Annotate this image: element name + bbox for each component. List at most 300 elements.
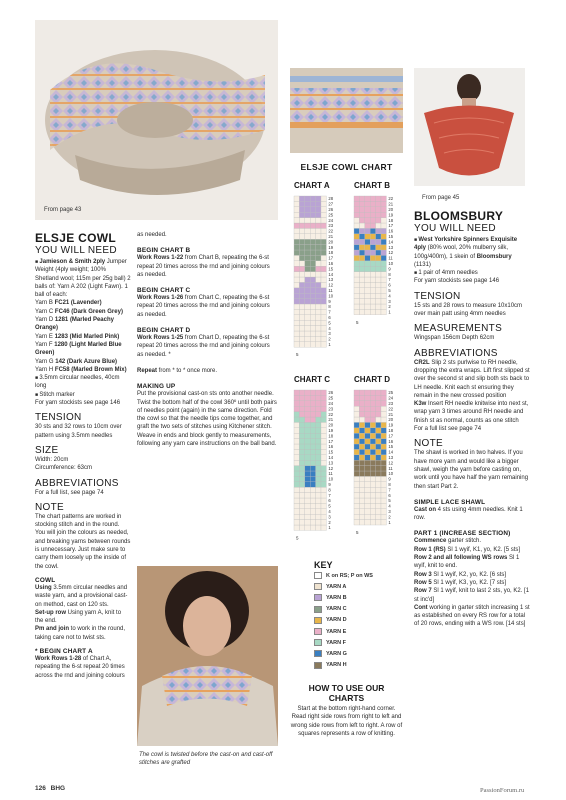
chart-cell — [299, 196, 304, 201]
chart-cell — [376, 509, 381, 514]
chart-cell — [316, 320, 321, 325]
chart-cell — [359, 207, 364, 212]
chart-cell — [376, 250, 381, 255]
chart-cell — [365, 433, 370, 438]
chart-cell — [305, 218, 310, 223]
chart-cell — [294, 525, 299, 530]
chart-cell — [305, 482, 310, 487]
chart-cell — [365, 460, 370, 465]
chart-cell — [370, 482, 375, 487]
chart-cell — [321, 412, 326, 417]
chart-cell — [321, 503, 326, 508]
chart-cell — [381, 444, 386, 449]
chart-cell — [321, 390, 326, 395]
chart-cell — [321, 401, 326, 406]
chart-cell — [365, 228, 370, 233]
chart-cell — [365, 406, 370, 411]
chart-cell — [370, 406, 375, 411]
bloomsbury-note-text: The shawl is worked in two halves. If you have more yarn and would like a bigger shawl, weigh the yarn before casting on, work until you have half the yarn remaining then start Part 2. — [414, 450, 529, 490]
chart-cell — [321, 487, 326, 492]
chart-cell — [376, 482, 381, 487]
chart-cell — [321, 293, 326, 298]
chart-cell — [305, 196, 310, 201]
chart-cell — [299, 272, 304, 277]
chart-cell — [381, 428, 386, 433]
repeat-number: 5 — [356, 319, 359, 325]
chart-cell — [354, 255, 359, 260]
chart-cell — [310, 433, 315, 438]
chart-cell — [365, 487, 370, 492]
chart-cell — [294, 336, 299, 341]
chart-cell — [370, 401, 375, 406]
chart-cell — [376, 417, 381, 422]
chart-cell — [305, 455, 310, 460]
row-number: 20 — [388, 207, 394, 212]
chart-cell — [305, 288, 310, 293]
chart-cell — [310, 390, 315, 395]
chart-key — [314, 560, 404, 671]
chart-cell — [294, 282, 299, 287]
repeat-number: 5 — [296, 535, 299, 541]
chart-cell — [354, 422, 359, 427]
chart-cell — [321, 406, 326, 411]
row-number: 16 — [388, 228, 394, 234]
chart-cell — [310, 476, 315, 481]
chart-cell — [354, 218, 359, 223]
chart-cell — [316, 293, 321, 298]
cowl-step-2: Set-up row Using yarn A, knit to the end. — [35, 609, 122, 625]
chart-cell — [305, 336, 310, 341]
chart-cell — [365, 196, 370, 201]
chart-cell — [354, 304, 359, 309]
chart-cell — [381, 250, 386, 255]
chart-cell — [376, 439, 381, 444]
chart-cell — [305, 299, 310, 304]
chart-cell — [354, 433, 359, 438]
chart-cell — [376, 503, 381, 508]
chart-cell — [359, 433, 364, 438]
row-number: 21 — [388, 411, 394, 417]
chart-cell — [365, 250, 370, 255]
elsje-yarn-list — [35, 258, 131, 407]
row-number: 14 — [388, 449, 394, 455]
key-label: YARN C — [326, 606, 347, 613]
row-number: 24 — [328, 217, 334, 223]
chart-cell — [310, 218, 315, 223]
chart-cell — [310, 498, 315, 503]
chart-cell — [316, 503, 321, 508]
key-item-knit: K on RS; P on WS — [314, 570, 404, 581]
chart-cell — [321, 309, 326, 314]
chart-cell — [321, 282, 326, 287]
chart-cell — [365, 444, 370, 449]
row-number: 7 — [388, 487, 391, 493]
chart-cell — [359, 309, 364, 314]
chart-cell — [321, 471, 326, 476]
elsje-title: ELSJE COWL — [35, 231, 117, 245]
size-heading: SIZE — [35, 444, 59, 456]
chart-cell — [381, 476, 386, 481]
chart-cell — [376, 401, 381, 406]
chart-cell — [316, 272, 321, 277]
chart-cell — [365, 309, 370, 314]
chart-cell — [316, 444, 321, 449]
chart-cell — [299, 525, 304, 530]
chart-cell — [299, 218, 304, 223]
chart-cell — [316, 433, 321, 438]
row-number: 11 — [328, 288, 333, 293]
chart-cell — [370, 272, 375, 277]
chart-cell — [305, 466, 310, 471]
yarn-f: Yarn F 1280 (Light Marled Blue Green) — [35, 341, 122, 357]
chart-cell — [321, 315, 326, 320]
row-number: 10 — [328, 476, 334, 482]
row-number: 15 — [328, 449, 334, 455]
chart-cell — [321, 228, 326, 233]
bloomsbury-measurements-heading: MEASUREMENTS — [414, 323, 503, 335]
key-item-yarn-b — [314, 592, 404, 603]
chart-cell — [305, 449, 310, 454]
row-number: 8 — [328, 487, 331, 493]
chart-cell — [316, 218, 321, 223]
chart-cell — [310, 331, 315, 336]
chart-cell — [310, 239, 315, 244]
key-item-yarn-h — [314, 660, 404, 671]
chart-cell — [299, 514, 304, 519]
chart-cell — [376, 212, 381, 217]
chart-cell — [321, 466, 326, 471]
chart-cell — [294, 255, 299, 260]
chart-cell — [359, 218, 364, 223]
chart-cell — [294, 471, 299, 476]
yarn-intro: Jumper Weight (4ply weight; 100% Shetland wool; 115m per 25g ball) 2 balls of: Yarn A 202 (Light Fawn). 1 ball of each: — [35, 259, 131, 299]
chart-cell — [316, 493, 321, 498]
key-item-yarn-f — [314, 637, 404, 648]
chart-cell — [370, 455, 375, 460]
chart-cell — [310, 272, 315, 277]
chart-cell — [359, 498, 364, 503]
repeat-number: 5 — [356, 530, 359, 535]
chart-cell — [354, 514, 359, 519]
chart-cell — [321, 509, 326, 514]
chart-cell — [376, 455, 381, 460]
chart-cell — [376, 266, 381, 271]
chart-c — [290, 390, 346, 555]
chart-cell — [376, 466, 381, 471]
chart-cell — [316, 299, 321, 304]
chart-cell — [381, 520, 386, 525]
chart-cell — [321, 493, 326, 498]
begin-chart-b-text: Work Rows 1-22 from Chart B, repeating the 6-st repeat 20 times across the rnd and joining colours as needed. — [137, 255, 270, 278]
chart-cell — [359, 428, 364, 433]
chart-cell — [294, 455, 299, 460]
chart-cell — [381, 288, 386, 293]
chart-cell — [299, 282, 304, 287]
chart-cell — [381, 460, 386, 465]
chart-cell — [381, 503, 386, 508]
chart-cell — [376, 449, 381, 454]
chart-cell — [299, 482, 304, 487]
chart-cell — [354, 293, 359, 298]
begin-chart-d-heading: BEGIN CHART D — [137, 327, 191, 335]
chart-cell — [359, 212, 364, 217]
chart-cell — [305, 331, 310, 336]
row-number: 7 — [328, 309, 331, 315]
chart-cell — [376, 520, 381, 525]
chart-cell — [321, 196, 326, 201]
chart-cell — [354, 201, 359, 206]
chart-cell — [316, 336, 321, 341]
chart-cell — [305, 293, 310, 298]
chart-cell — [310, 460, 315, 465]
chart-cell — [299, 239, 304, 244]
watermark: PassionForum.ru — [480, 787, 525, 794]
chart-cell — [316, 476, 321, 481]
chart-cell — [321, 433, 326, 438]
chart-cell — [321, 245, 326, 250]
portrait-caption: The cowl is twisted before the cast-on and cast-off stitches are grafted — [139, 752, 273, 766]
chart-cell — [370, 487, 375, 492]
chart-cell — [299, 406, 304, 411]
row-number: 19 — [388, 422, 394, 428]
row-number: 1 — [388, 519, 391, 525]
chart-cell — [321, 444, 326, 449]
chart-cell — [294, 266, 299, 271]
row-number: 17 — [328, 255, 334, 261]
row-number: 26 — [328, 207, 334, 212]
stockists: For yarn stockists see page 146 — [35, 400, 121, 407]
row-number: 13 — [328, 460, 334, 466]
row-number: 6 — [388, 492, 391, 498]
row-number: 25 — [328, 212, 334, 218]
simple-lace-heading: SIMPLE LACE SHAWL — [414, 498, 486, 506]
chart-cell — [359, 471, 364, 476]
chart-cell — [321, 326, 326, 331]
part1-heading: PART 1 (INCREASE SECTION) — [414, 530, 511, 538]
chart-cell — [376, 412, 381, 417]
row-number: 22 — [328, 411, 334, 417]
howto-heading: HOW TO USE OUR CHARTS — [308, 683, 385, 703]
chart-cell — [359, 412, 364, 417]
row-number: 22 — [328, 228, 334, 234]
chart-cell — [316, 315, 321, 320]
chart-cell — [381, 277, 386, 282]
chart-cell — [294, 503, 299, 508]
row-number: 5 — [328, 503, 331, 509]
chart-cell — [310, 293, 315, 298]
row-number: 20 — [328, 239, 334, 245]
chart-cell — [354, 228, 359, 233]
chart-cell — [299, 288, 304, 293]
chart-cell — [321, 320, 326, 325]
key-label: YARN B — [326, 594, 347, 601]
chart-cell — [310, 417, 315, 422]
chart-d-label: CHART D — [354, 375, 390, 384]
row-number: 12 — [328, 282, 334, 288]
chart-cell — [305, 509, 310, 514]
chart-cell — [305, 207, 310, 212]
begin-chart-a-heading: * BEGIN CHART A — [35, 647, 93, 655]
chart-cell — [359, 234, 364, 239]
portrait-photo — [137, 566, 278, 746]
chart-cell — [370, 503, 375, 508]
chart-cell — [310, 201, 315, 206]
row-number: 8 — [328, 304, 331, 310]
chart-cell — [299, 309, 304, 314]
row-7: Row 7 Sl 1 wyif, knit to last 2 sts, yo, K2. [1 st inc'd] — [414, 588, 530, 603]
chart-cell — [294, 498, 299, 503]
row-number: 17 — [388, 223, 394, 229]
chart-cell — [381, 272, 386, 277]
chart-cell — [294, 514, 299, 519]
chart-cell — [305, 245, 310, 250]
chart-cell — [354, 439, 359, 444]
row-number: 4 — [388, 503, 391, 509]
row-number: 14 — [388, 239, 394, 245]
chart-cell — [294, 422, 299, 427]
chart-cell — [365, 466, 370, 471]
row-number: 14 — [328, 271, 334, 277]
chart-cell — [370, 255, 375, 260]
chart-cell — [370, 261, 375, 266]
chart-cell — [321, 439, 326, 444]
chart-cell — [305, 201, 310, 206]
chart-cell — [305, 422, 310, 427]
row-number: 12 — [328, 465, 334, 471]
row-number: 22 — [388, 196, 394, 202]
chart-cell — [370, 234, 375, 239]
elsje-you-will-need: YOU WILL NEED — [35, 245, 117, 256]
chart-cell — [381, 228, 386, 233]
row-number: 11 — [388, 465, 393, 471]
chart-cell — [310, 336, 315, 341]
row-number: 17 — [328, 438, 334, 444]
chart-cell — [376, 422, 381, 427]
chart-cell — [370, 471, 375, 476]
chart-cell — [299, 245, 304, 250]
chart-cell — [354, 449, 359, 454]
row-number: 13 — [388, 244, 394, 250]
chart-cell — [294, 417, 299, 422]
chart-cell — [321, 331, 326, 336]
chart-cell — [381, 412, 386, 417]
chart-cell — [359, 277, 364, 282]
chart-cell — [376, 261, 381, 266]
row-number: 7 — [328, 492, 331, 498]
chart-cell — [381, 218, 386, 223]
bloomsbury-photo — [414, 68, 525, 201]
begin-chart-c-heading: BEGIN CHART C — [137, 287, 191, 295]
chart-cell — [316, 228, 321, 233]
chart-cell — [310, 487, 315, 492]
chart-cell — [321, 261, 326, 266]
chart-cell — [310, 395, 315, 400]
chart-cell — [316, 266, 321, 271]
chart-cell — [359, 293, 364, 298]
key-label: YARN F — [326, 639, 346, 646]
bloomsbury-column — [414, 209, 530, 629]
chart-cell — [310, 309, 315, 314]
key-swatch — [314, 628, 322, 635]
chart-cell — [316, 406, 321, 411]
chart-cell — [294, 320, 299, 325]
abbr-cr2l: CR2L Slip 2 sts purlwise to RH needle, dropping the extra wraps. Lift first slipped st over the second st and slip both sts back to LH needle. Knit each st ensuring they remain in the new crossed position — [414, 359, 530, 399]
chart-cell — [376, 395, 381, 400]
row-number: 2 — [328, 519, 331, 525]
row-number: 4 — [388, 293, 391, 299]
chart-cell — [310, 223, 315, 228]
cast-on-text: Cast on 4 sts using 4mm needles. Knit 1 row. — [414, 506, 523, 522]
key-label: YARN E — [326, 628, 347, 635]
yarn-e: Yarn E 1283 (Mid Marled Pink) — [35, 333, 120, 340]
chart-cell — [316, 331, 321, 336]
chart-cell — [354, 196, 359, 201]
chart-cell — [310, 449, 315, 454]
row-number: 21 — [388, 201, 394, 207]
chart-cell — [381, 395, 386, 400]
key-item-yarn-g — [314, 648, 404, 659]
chart-cell — [370, 212, 375, 217]
chart-c-label: CHART C — [294, 375, 330, 384]
chart-cell — [359, 245, 364, 250]
chart-cell — [310, 315, 315, 320]
chart-cell — [321, 234, 326, 239]
chart-cell — [299, 212, 304, 217]
chart-cell — [316, 514, 321, 519]
chart-cell — [359, 444, 364, 449]
chart-cell — [310, 471, 315, 476]
chart-cell — [310, 266, 315, 271]
chart-cell — [381, 482, 386, 487]
chart-cell — [299, 498, 304, 503]
chart-cell — [376, 487, 381, 492]
chart-cell — [370, 309, 375, 314]
chart-cell — [354, 417, 359, 422]
chart-cell — [305, 406, 310, 411]
chart-cell — [381, 509, 386, 514]
chart-cell — [321, 255, 326, 260]
chart-cell — [310, 406, 315, 411]
chart-cell — [294, 201, 299, 206]
chart-cell — [316, 395, 321, 400]
chart-cell — [359, 255, 364, 260]
chart-cell — [354, 272, 359, 277]
chart-cell — [310, 304, 315, 309]
chart-cell — [299, 503, 304, 508]
chart-cell — [370, 514, 375, 519]
chart-cell — [354, 234, 359, 239]
chart-cell — [381, 255, 386, 260]
chart-cell — [316, 487, 321, 492]
tension-heading: TENSION — [35, 412, 82, 424]
chart-cell — [381, 487, 386, 492]
chart-cell — [354, 466, 359, 471]
chart-cell — [310, 439, 315, 444]
chart-cell — [305, 412, 310, 417]
chart-cell — [321, 299, 326, 304]
chart-cell — [365, 509, 370, 514]
row-number: 2 — [328, 336, 331, 342]
chart-cell — [310, 514, 315, 519]
chart-cell — [305, 282, 310, 287]
chart-cell — [359, 223, 364, 228]
chart-cell — [310, 412, 315, 417]
chart-cell — [365, 428, 370, 433]
chart-cell — [381, 401, 386, 406]
chart-cell — [354, 428, 359, 433]
chart-cell — [359, 509, 364, 514]
chart-cell — [305, 395, 310, 400]
